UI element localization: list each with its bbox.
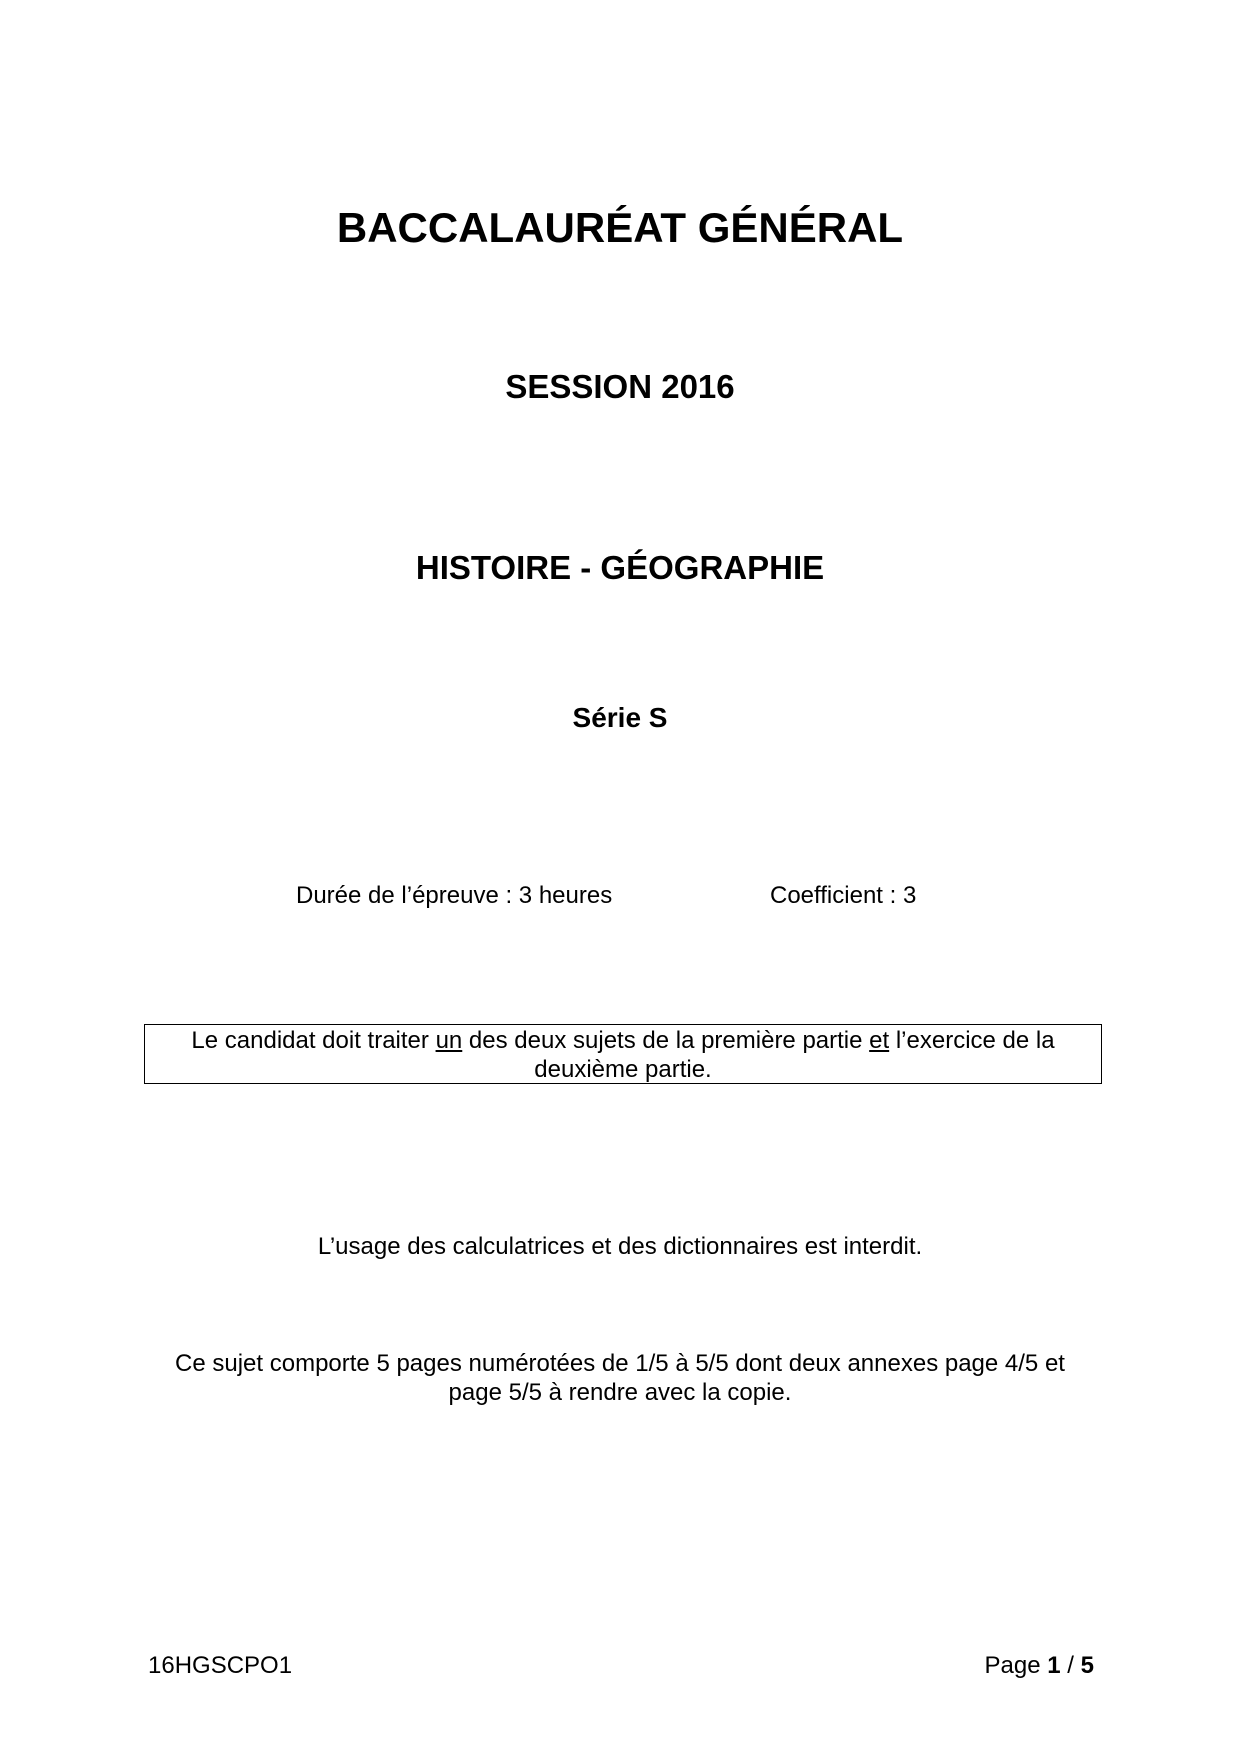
page-current: 1 xyxy=(1047,1652,1061,1679)
page-total: 5 xyxy=(1080,1652,1094,1679)
page-separator: / xyxy=(1060,1652,1081,1679)
page-label: Page xyxy=(984,1652,1048,1679)
exam-duration: Durée de l’épreuve : 3 heures xyxy=(296,882,613,909)
pages-note-line-1: Ce sujet comporte 5 pages numérotées de 1/5 à 5/5 dont deux annexes page 4/5 et xyxy=(175,1350,1065,1377)
subject-title: HISTOIRE - GÉOGRAPHIE xyxy=(415,549,825,586)
instruction-line-2: deuxième partie. xyxy=(534,1056,712,1083)
pages-note xyxy=(0,1349,1240,1407)
instruction-text-2: des deux sujets de la première partie xyxy=(462,1027,870,1054)
main-title: BACCALAURÉAT GÉNÉRAL xyxy=(336,204,904,251)
footer-page-number xyxy=(985,1652,1094,1680)
instruction-box xyxy=(144,1024,1102,1084)
calculator-note: L’usage des calculatrices et des dictionnaires est interdit. xyxy=(317,1233,923,1260)
instruction-emphasis-et: et xyxy=(869,1027,890,1054)
session-title: SESSION 2016 xyxy=(505,368,735,405)
pages-note-line-2: page 5/5 à rendre avec la copie. xyxy=(448,1379,792,1406)
instruction-text-3: l’exercice de la xyxy=(889,1027,1055,1054)
exam-coefficient: Coefficient : 3 xyxy=(770,882,917,909)
instruction-emphasis-un: un xyxy=(435,1027,463,1054)
instruction-text-1: Le candidat doit traiter xyxy=(191,1027,436,1054)
instruction-line-1 xyxy=(145,1026,1101,1055)
series-title: Série S xyxy=(572,702,668,733)
footer-subject-code: 16HGSCPO1 xyxy=(148,1652,293,1679)
